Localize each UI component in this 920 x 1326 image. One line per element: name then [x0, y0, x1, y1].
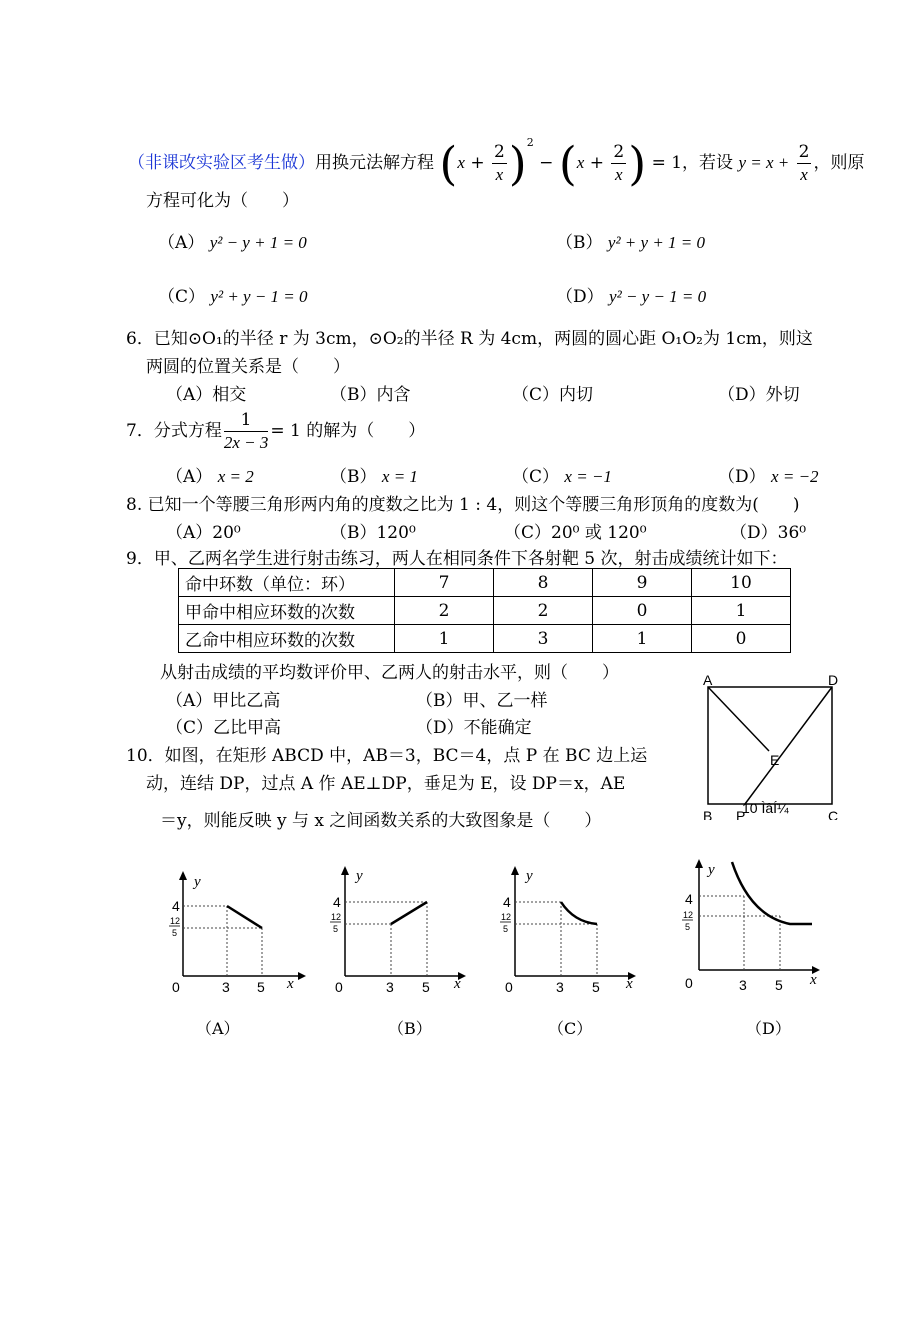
q5-line1: （非课改实验区考生做）用换元法解方程 (x + $\frac{2}{x}$ )$^2$ − (x + $\frac{2}{x}$ ) = 1，若设 y = x + $\frac{2}{x}$ ，则原	[128, 136, 865, 191]
q5-mid: ，若设	[682, 153, 734, 173]
svg-text:3: 3	[386, 979, 394, 995]
segment-ae	[708, 687, 769, 751]
q8-option-b: （B）120⁰	[330, 523, 416, 543]
svg-text:x: x	[810, 972, 817, 988]
svg-text:y: y	[194, 874, 201, 890]
label-c: C	[828, 808, 839, 820]
svg-text:0: 0	[335, 979, 343, 995]
q5-eq-rhs: = 1	[651, 153, 683, 173]
q8-option-c: （C）20⁰ 或 120⁰	[504, 523, 647, 543]
svg-text:x: x	[626, 976, 633, 992]
graph-a-curve	[227, 906, 262, 928]
label-e: E	[770, 752, 780, 768]
svg-text:4: 4	[503, 894, 511, 910]
q5-eq-plus: +	[470, 153, 485, 173]
svg-text:5: 5	[685, 922, 691, 932]
q8-option-d: （D）36⁰	[730, 523, 807, 543]
q5-option-c: （C） y² + y − 1 = 0	[158, 287, 308, 307]
q5-prefix: 用换元法解方程	[315, 153, 434, 173]
svg-text:5: 5	[172, 928, 178, 938]
svg-text:y: y	[708, 862, 715, 878]
q5-line2: 方程可化为（ ）	[146, 191, 299, 211]
svg-text:12: 12	[683, 910, 694, 920]
q5-sub-lhs: y = x +	[738, 153, 790, 172]
q5-eq-x: x	[457, 153, 465, 172]
label-p: P	[736, 808, 746, 820]
svg-text:0: 0	[505, 979, 513, 995]
q5-option-b: （B） y² + y + 1 = 0	[556, 233, 706, 253]
q6-option-c: （C）内切	[512, 385, 594, 405]
q9-option-a: （A）甲比乙高	[166, 691, 281, 711]
graph-c-y-arrow	[511, 866, 519, 875]
table-row: 乙命中相应环数的次数 1 3 1 0	[179, 625, 791, 653]
q9-option-c: （C）乙比甲高	[166, 718, 282, 738]
graph-c	[500, 866, 636, 995]
svg-text:4: 4	[172, 898, 180, 914]
graph-caption-d: （D）	[746, 1019, 791, 1038]
svg-text:5: 5	[592, 979, 600, 995]
q10-line2: 动，连结 DP，过点 A 作 AE⊥DP，垂足为 E，设 DP＝x，AE	[146, 774, 626, 794]
svg-text:5: 5	[422, 979, 430, 995]
svg-text:y: y	[526, 868, 533, 884]
label-d: D	[828, 672, 839, 688]
graph-a-x-arrow	[298, 972, 306, 980]
svg-text:5: 5	[503, 924, 509, 934]
rectangle-figure	[690, 668, 860, 820]
q6-line1: 6．已知⊙O₁的半径 r 为 3cm，⊙O₂的半径 R 为 4cm，两圆的圆心距 O₁O₂为 1cm，则这	[126, 329, 813, 349]
q7-option-b: （B） x = 1	[330, 467, 418, 487]
svg-text:3: 3	[739, 977, 747, 993]
q5-option-a: （A） y² − y + 1 = 0	[158, 233, 307, 253]
q7-option-c: （C） x = −1	[512, 467, 612, 487]
q5-note: （非课改实验区考生做）	[128, 153, 315, 173]
graph-b-y-arrow	[341, 866, 349, 875]
answer-graphs	[150, 858, 850, 1008]
q7-option-a: （A） x = 2	[166, 467, 254, 487]
segment-dp	[745, 687, 832, 804]
q5-eq-fraction: $\frac{2}{x}$	[493, 142, 505, 184]
q5-eq-square: 2	[526, 136, 534, 149]
svg-text:5: 5	[333, 924, 339, 934]
q5-sub-fraction: $\frac{2}{x}$	[798, 142, 810, 184]
q10-line3: ＝y，则能反映 y 与 x 之间函数关系的大致图象是（ ）	[160, 811, 602, 831]
graph-a	[169, 871, 306, 995]
q7-option-d: （D） x = −2	[718, 467, 819, 487]
svg-text:4: 4	[685, 891, 693, 907]
graph-b-curve	[391, 902, 427, 924]
figure-caption: 10 ÌâÍ¼	[742, 800, 789, 816]
svg-text:3: 3	[222, 979, 230, 995]
graph-d-y-arrow	[695, 859, 703, 868]
label-b: B	[703, 808, 713, 820]
q9-option-d: （D）不能确定	[416, 718, 532, 738]
svg-text:4: 4	[333, 894, 341, 910]
svg-text:3: 3	[556, 979, 564, 995]
svg-text:0: 0	[685, 975, 693, 991]
svg-text:y: y	[356, 868, 363, 884]
svg-text:12: 12	[331, 912, 342, 922]
q8-line1: 8. 已知一个等腰三角形两内角的度数之比为 1 : 4，则这个等腰三角形顶角的度数为( )	[126, 495, 800, 515]
q9-line1: 9．甲、乙两名学生进行射击练习，两人在相同条件下各射靶 5 次，射击成绩统计如下：	[126, 549, 788, 569]
svg-text:5: 5	[775, 977, 783, 993]
graph-caption-a: （A）	[196, 1019, 240, 1038]
q6-option-a: （A）相交	[166, 385, 247, 405]
q5-option-d: （D） y² − y − 1 = 0	[556, 287, 707, 307]
q7-prefix: 7．分式方程	[126, 421, 222, 441]
q6-line2: 两圆的位置关系是（ ）	[146, 357, 350, 377]
graph-c-curve	[561, 902, 597, 924]
graph-d	[682, 859, 820, 993]
q7-suffix: = 1 的解为（ ）	[270, 421, 426, 441]
table-row: 命中环数（单位：环） 7 8 9 10	[179, 569, 791, 597]
table-row: 甲命中相应环数的次数 2 2 0 1	[179, 597, 791, 625]
graph-caption-b: （B）	[388, 1019, 432, 1038]
svg-text:0: 0	[172, 979, 180, 995]
rectangle-abcd	[708, 687, 832, 804]
svg-text:x: x	[454, 976, 461, 992]
q7-line1	[126, 407, 425, 455]
graph-a-y-arrow	[179, 871, 187, 880]
q5-suffix: ，则原	[813, 153, 865, 173]
svg-text:12: 12	[170, 916, 181, 926]
q7-fraction: $\frac{1}{2x - 3}$	[223, 410, 269, 452]
svg-text:5: 5	[257, 979, 265, 995]
q9-score-table	[178, 568, 791, 653]
graph-b	[330, 866, 466, 995]
q6-option-b: （B）内含	[330, 385, 411, 405]
label-a: A	[703, 672, 713, 688]
q9-line2: 从射击成绩的平均数评价甲、乙两人的射击水平，则（ ）	[160, 663, 619, 683]
svg-text:x: x	[287, 976, 294, 992]
svg-text:12: 12	[501, 912, 512, 922]
q6-option-d: （D）外切	[718, 385, 800, 405]
graph-caption-c: （C）	[548, 1019, 593, 1038]
q9-option-b: （B）甲、乙一样	[416, 691, 548, 711]
q8-option-a: （A）20⁰	[166, 523, 241, 543]
q5-eq-minus: −	[539, 153, 554, 173]
q10-line1: 10．如图，在矩形 ABCD 中，AB＝3，BC＝4，点 P 在 BC 边上运	[126, 746, 648, 766]
graph-d-curve	[732, 862, 812, 924]
